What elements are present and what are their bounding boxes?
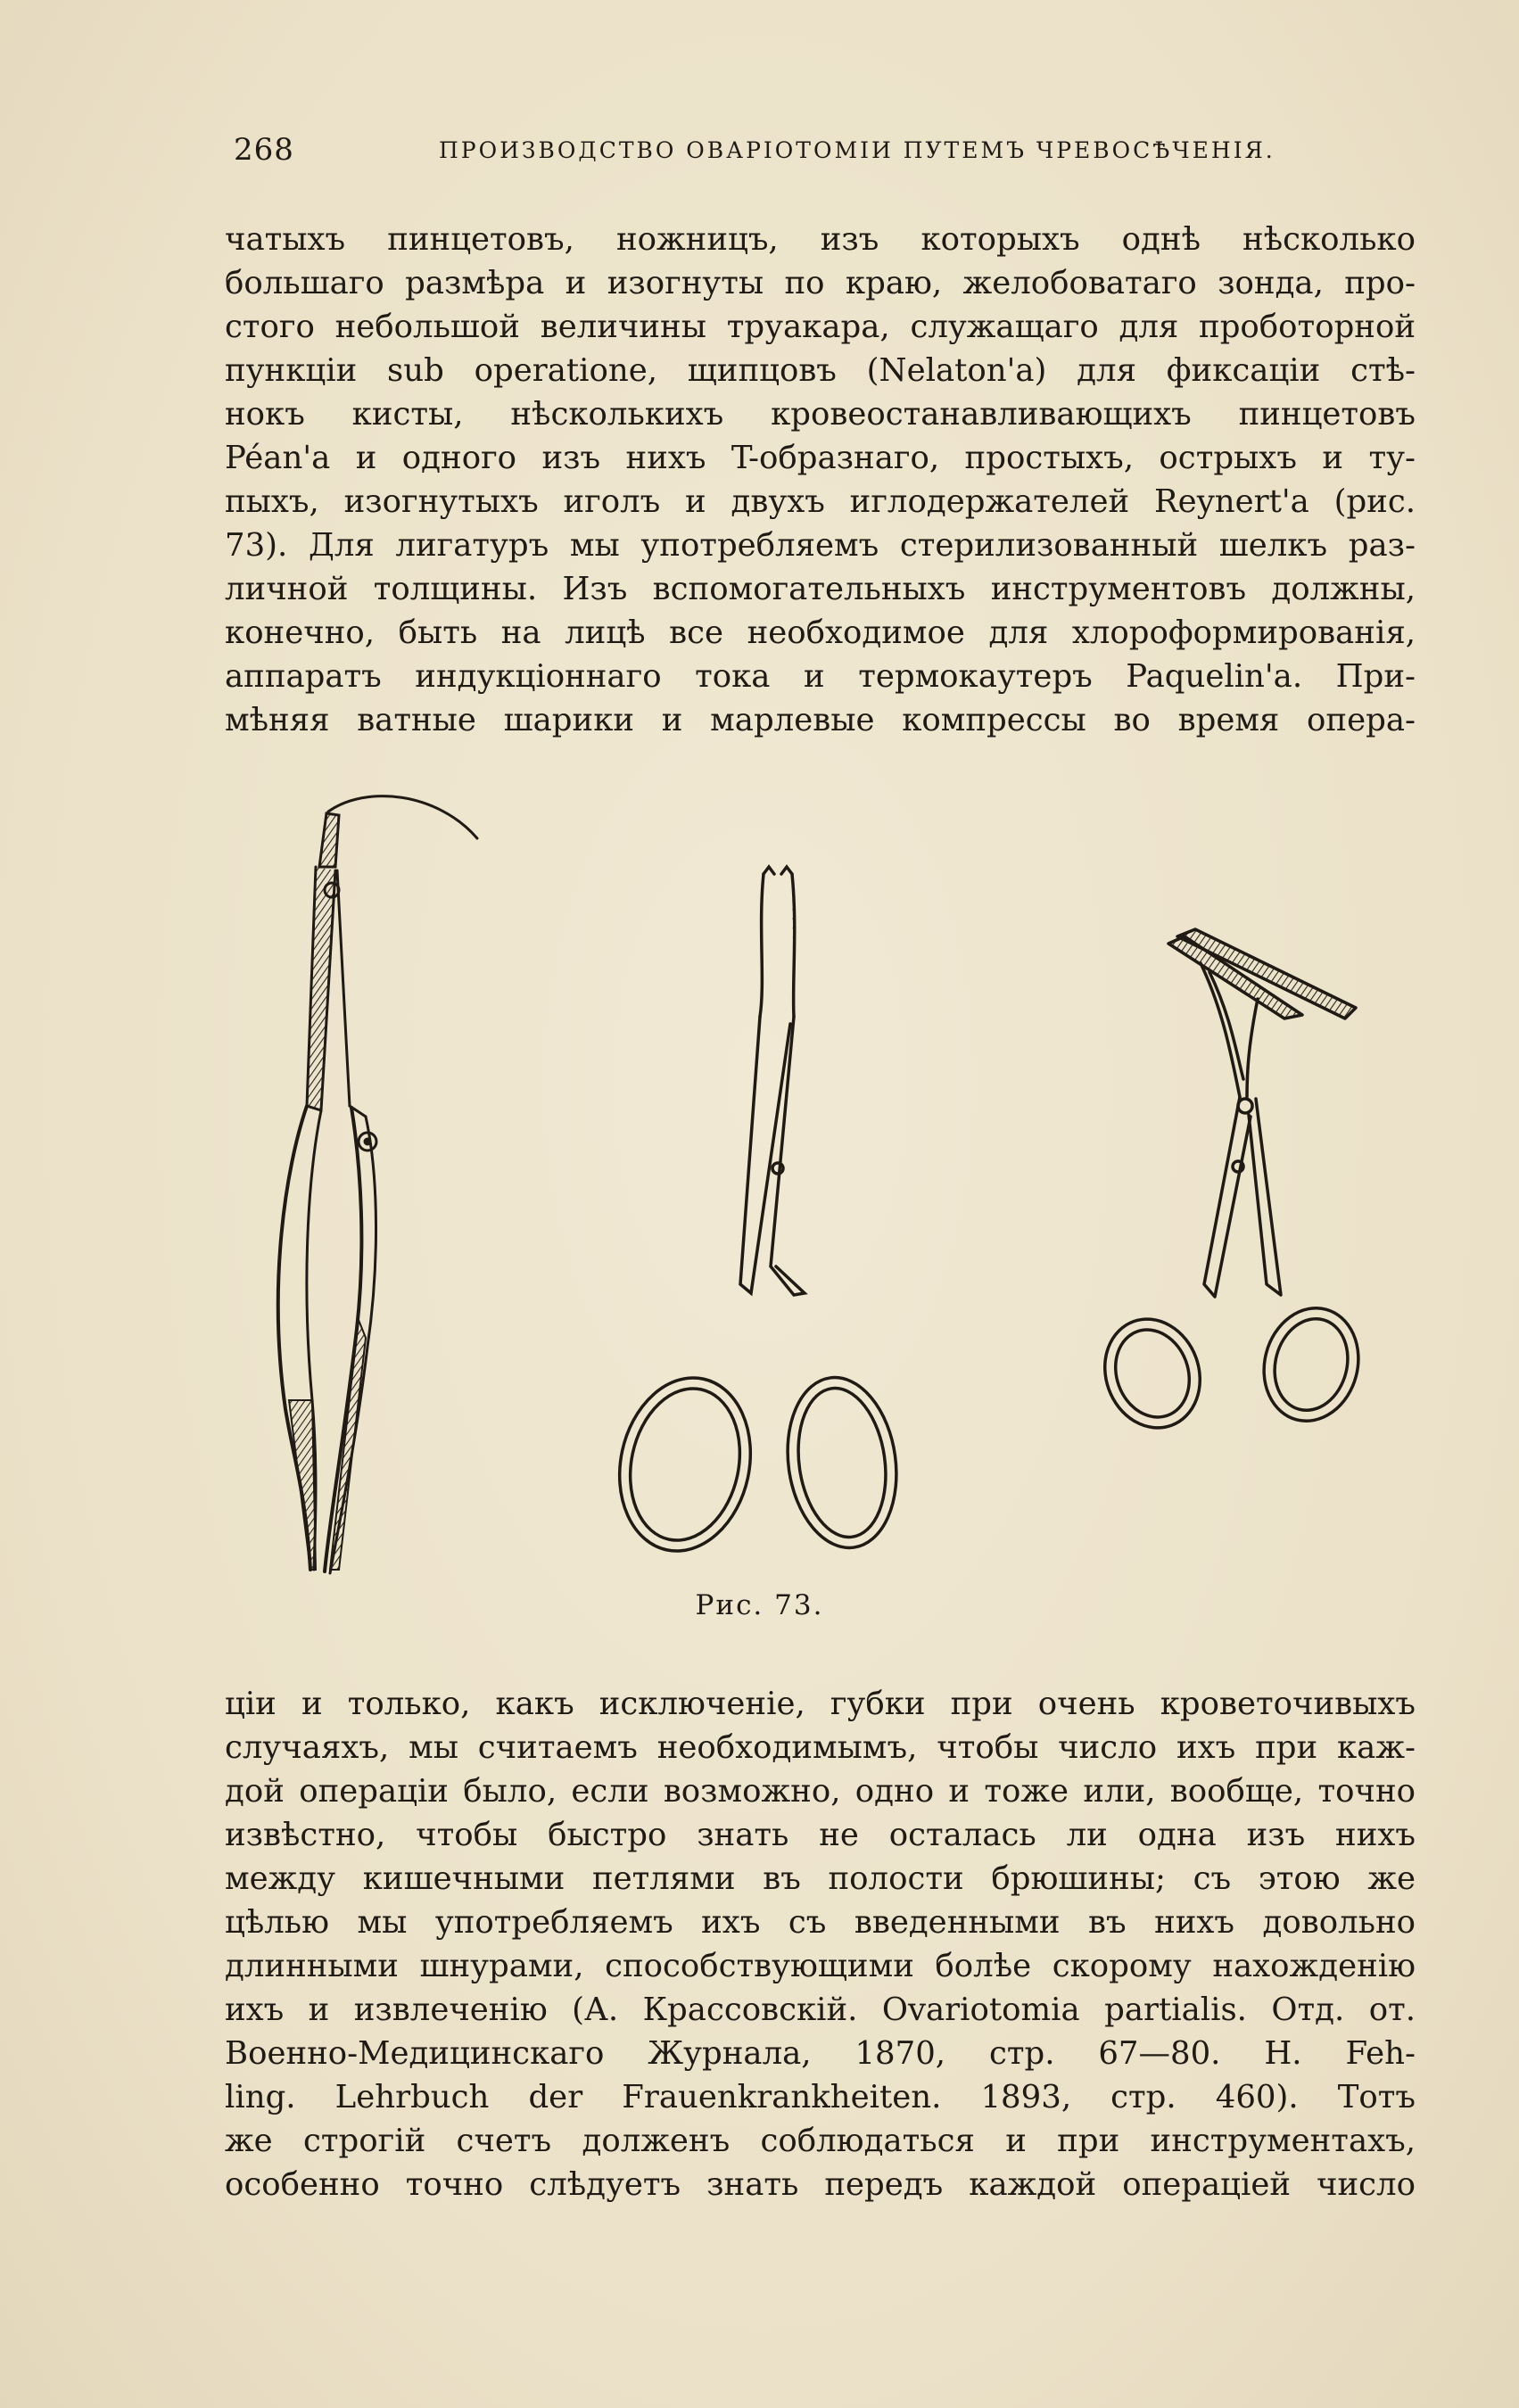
text-line: большаго размѣра и изогнуты по краю, желобоватаго зонда, про-: [225, 265, 1416, 301]
text-line: дой операціи было, если возможно, одно и тоже или, вообще, точно: [225, 1773, 1416, 1810]
text-line: Péan'а и одного изъ нихъ T-образнаго, простыхъ, острыхъ и ту-: [225, 440, 1416, 476]
text-line: извѣстно, чтобы быстро знать не осталась ли одна изъ нихъ: [225, 1817, 1416, 1853]
t-forceps-illustration: [1090, 929, 1365, 1441]
text-line: аппаратъ индукціоннаго тока и термокаутеръ Paquelin'а. При-: [225, 658, 1416, 695]
text-line: стого небольшой величины труакара, служащаго для проботорной: [225, 309, 1416, 345]
needle-holder-illustration: [278, 796, 477, 1573]
pean-forceps-illustration: [604, 867, 907, 1563]
figure-caption: Рис. 73.: [695, 1589, 824, 1621]
instruments-illustration: [259, 785, 1365, 1605]
text-line: чатыхъ пинцетовъ, ножницъ, изъ которыхъ однѣ нѣсколько: [225, 221, 1416, 258]
text-line: мѣняя ватные шарики и марлевые компрессы во время опера-: [225, 702, 1416, 738]
text-line: цѣлью мы употребляемъ ихъ съ введенными въ нихъ довольно: [225, 1904, 1416, 1941]
text-line: особенно точно слѣдуетъ знать передъ каждой операціей число: [225, 2166, 1416, 2203]
text-line: нокъ кисты, нѣсколькихъ кровеостанавливающихъ пинцетовъ: [225, 396, 1416, 433]
running-head: ПРОИЗВОДСТВО ОВАРІОТОМІИ ПУТЕМЪ ЧРЕВОСѢЧЕНІЯ.: [439, 137, 1275, 163]
text-line: пыхъ, изогнутыхъ иголъ и двухъ иглодержателей Reynert'а (рис.: [225, 483, 1416, 520]
page-number: 268: [234, 132, 294, 168]
page-header: [234, 132, 1429, 177]
figure-73: [259, 785, 1365, 1605]
text-line: 73). Для лигатуръ мы употребляемъ стерилизованный шелкъ раз-: [225, 527, 1416, 564]
text-line: между кишечными петлями въ полости брюшины; съ этою же: [225, 1860, 1416, 1897]
text-line: длинными шнурами, способствующими болѣе скорому нахожденію: [225, 1948, 1416, 1984]
text-line: ling. Lehrbuch der Frauenkrankheiten. 1893, стр. 460). Тотъ: [225, 2079, 1416, 2115]
text-line: же строгій счетъ долженъ соблюдаться и при инструментахъ,: [225, 2123, 1416, 2159]
text-line: случаяхъ, мы считаемъ необходимымъ, чтобы число ихъ при каж-: [225, 1729, 1416, 1766]
text-line: ціи и только, какъ исключеніе, губки при очень кроветочивыхъ: [225, 1686, 1416, 1722]
text-line: конечно, быть на лицѣ все необходимое для хлороформированія,: [225, 614, 1416, 651]
text-block-top: [225, 218, 1416, 742]
text-block-bottom: [225, 1682, 1416, 2206]
text-line: личной толщины. Изъ вспомогательныхъ инструментовъ должны,: [225, 571, 1416, 607]
text-line: ихъ и извлеченію (А. Крассовскій. Ovariotomia partialis. Отд. от.: [225, 1992, 1416, 2028]
text-line: Военно-Медицинскаго Журнала, 1870, стр. 67—80. H. Feh-: [225, 2035, 1416, 2072]
text-line: пункціи sub operatione, щипцовъ (Nelaton'а) для фиксаціи стѣ-: [225, 352, 1416, 389]
